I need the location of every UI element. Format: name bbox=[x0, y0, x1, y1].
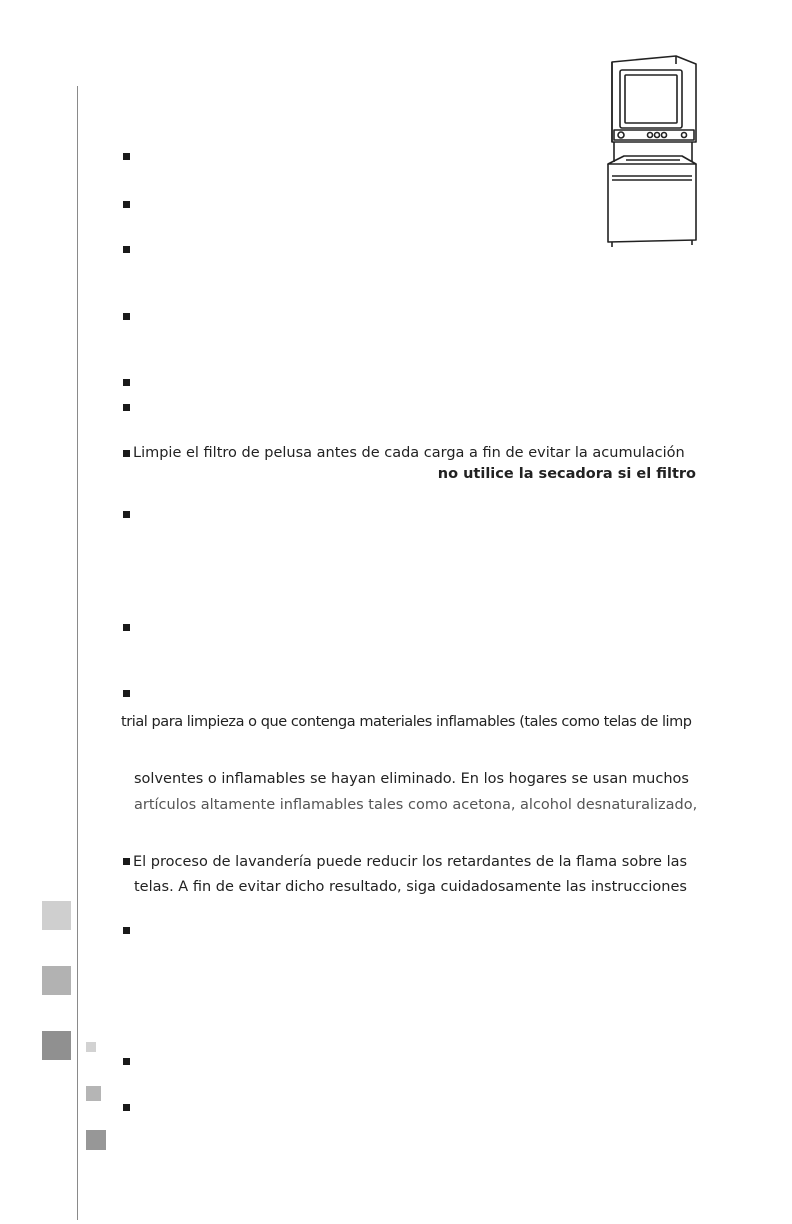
text-line-bold: no utilice la secadora si el filtro bbox=[437, 466, 696, 482]
stacked-washer-dryer-icon bbox=[600, 52, 704, 252]
bullet bbox=[123, 153, 130, 160]
bullet bbox=[123, 1058, 130, 1065]
gray-square-large bbox=[86, 1130, 106, 1150]
bullet bbox=[123, 404, 130, 411]
bullet bbox=[123, 690, 130, 697]
bullet bbox=[123, 927, 130, 934]
text-line: Limpie el filtro de pelusa antes de cada carga a fin de evitar la acumulación bbox=[133, 445, 685, 461]
text-line: solventes o inflamables se hayan eliminado. En los hogares se usan muchos bbox=[134, 771, 689, 787]
bullet bbox=[123, 246, 130, 253]
bullet bbox=[123, 1104, 130, 1111]
bullet bbox=[123, 450, 130, 457]
gray-square-small bbox=[86, 1042, 96, 1052]
bullet bbox=[123, 313, 130, 320]
gray-square-medium bbox=[86, 1086, 101, 1101]
bullet bbox=[123, 858, 130, 865]
text-line: artículos altamente inflamables tales como acetona, alcohol desnaturalizado, bbox=[134, 797, 698, 813]
bullet bbox=[123, 201, 130, 208]
text-line: telas. A fin de evitar dicho resultado, siga cuidadosamente las instrucciones bbox=[134, 879, 687, 895]
bullet bbox=[123, 379, 130, 386]
section-tab-light bbox=[42, 901, 71, 930]
text-line: trial para limpieza o que contenga materiales inflamables (tales como telas de limp bbox=[121, 714, 692, 730]
left-margin-rule bbox=[77, 86, 78, 1220]
section-tab-medium bbox=[42, 966, 71, 995]
bullet bbox=[123, 511, 130, 518]
section-tab-dark bbox=[42, 1031, 71, 1060]
text-line: El proceso de lavandería puede reducir los retardantes de la flama sobre las bbox=[133, 854, 688, 870]
bullet bbox=[123, 624, 130, 631]
